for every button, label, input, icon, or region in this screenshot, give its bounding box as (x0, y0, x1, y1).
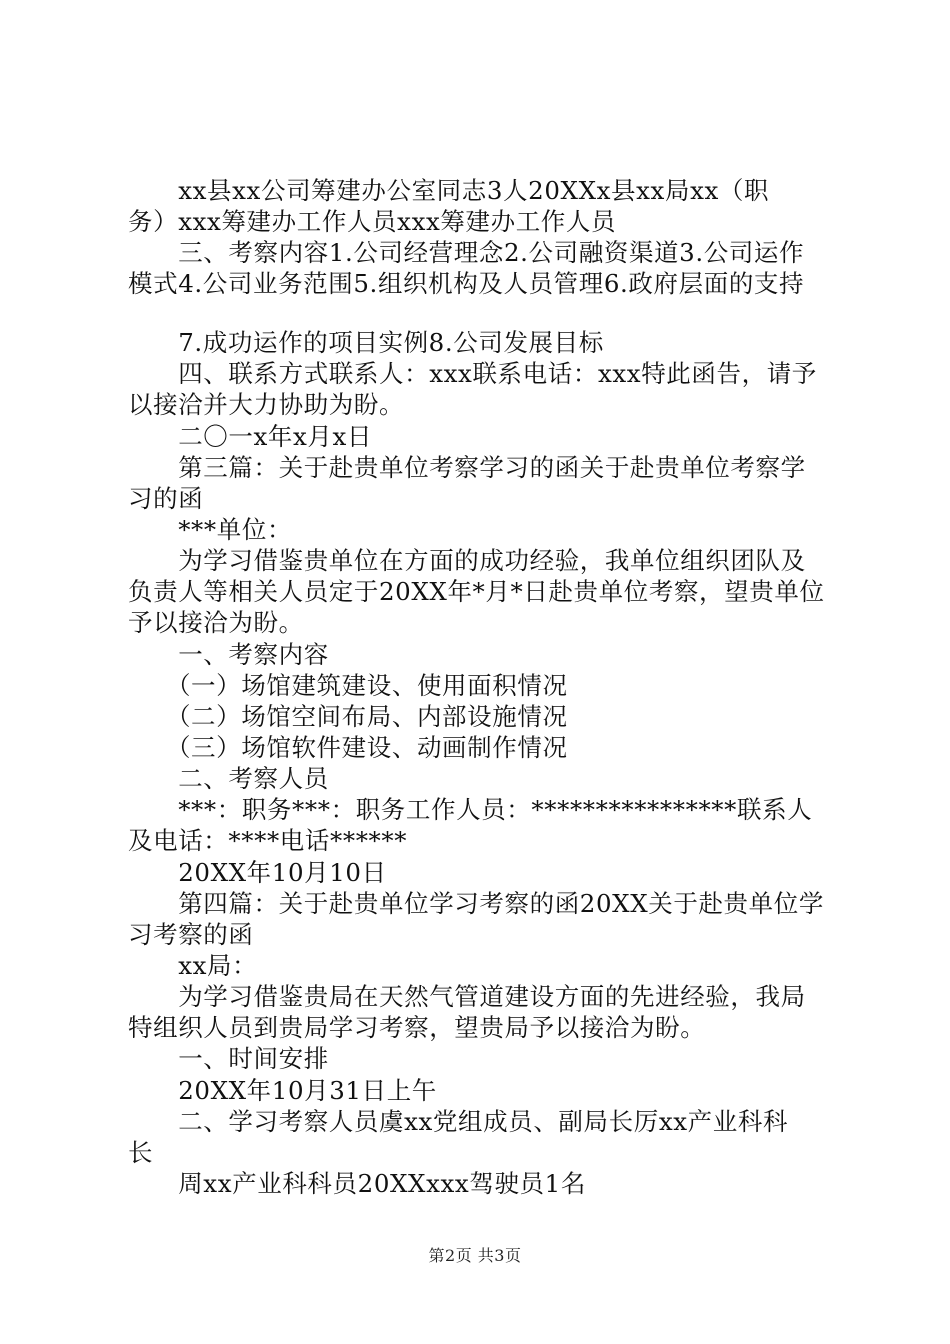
section-heading: 习考察的函 (128, 920, 254, 949)
body-line: 二、学习考察人员虞xx党组成员、副局长厉xx产业科科 (128, 1107, 789, 1136)
section-heading: 第四篇：关于赴贵单位学习考察的函20XX关于赴贵单位学 (128, 889, 824, 918)
body-line: 特组织人员到贵局学习考察，望贵局予以接洽为盼。 (128, 1013, 706, 1042)
body-line: 一、考察内容 (128, 640, 329, 669)
body-line: xx局： (128, 951, 258, 980)
body-line: 负责人等相关人员定于20XX年*月*日赴贵单位考察，望贵单位 (128, 577, 825, 606)
section-heading: 习的函 (128, 484, 204, 513)
body-line: 为学习借鉴贵单位在方面的成功经验，我单位组织团队及 (128, 546, 806, 575)
body-line: 模式4.公司业务范围5.组织机构及人员管理6.政府层面的支持 (128, 269, 805, 298)
body-line: 三、考察内容1.公司经营理念2.公司融资渠道3.公司运作 (128, 238, 805, 267)
body-line: 7.成功运作的项目实例8.公司发展目标 (128, 328, 604, 357)
body-line: 周xx产业科科员20XXxxx驾驶员1名 (128, 1169, 586, 1198)
body-line: 予以接洽为盼。 (128, 608, 304, 637)
body-line: 为学习借鉴贵局在天然气管道建设方面的先进经验，我局 (128, 982, 806, 1011)
body-line: ***单位： (128, 515, 293, 544)
body-line: 一、时间安排 (128, 1044, 329, 1073)
body-line: 以接洽并大力协助为盼。 (128, 390, 405, 419)
body-line: 二、考察人员 (128, 764, 329, 793)
body-line: 务）xxx筹建办工作人员xxx筹建办工作人员 (128, 207, 617, 236)
body-line: 二〇一x年x月x日 (128, 422, 373, 451)
section-heading: 第三篇：关于赴贵单位考察学习的函关于赴贵单位考察学 (128, 453, 806, 482)
body-line: 四、联系方式联系人：xxx联系电话：xxx特此函告，请予 (128, 359, 817, 388)
body-line: 及电话：****电话****** (128, 826, 408, 855)
body-line: （三）场馆软件建设、动画制作情况 (128, 733, 568, 762)
body-line: xx县xx公司筹建办公室同志3人20XXx县xx局xx（职 (128, 176, 770, 205)
body-line: （一）场馆建筑建设、使用面积情况 (128, 671, 568, 700)
body-line: ***：职务***：职务工作人员：****************联系人 (128, 795, 813, 824)
body-line: （二）场馆空间布局、内部设施情况 (128, 702, 568, 731)
body-line: 20XX年10月31日上午 (128, 1076, 437, 1105)
body-line: 20XX年10月10日 (128, 858, 387, 887)
body-line: 长 (128, 1138, 154, 1167)
page-number-footer: 第2页 共3页 (428, 1246, 522, 1265)
